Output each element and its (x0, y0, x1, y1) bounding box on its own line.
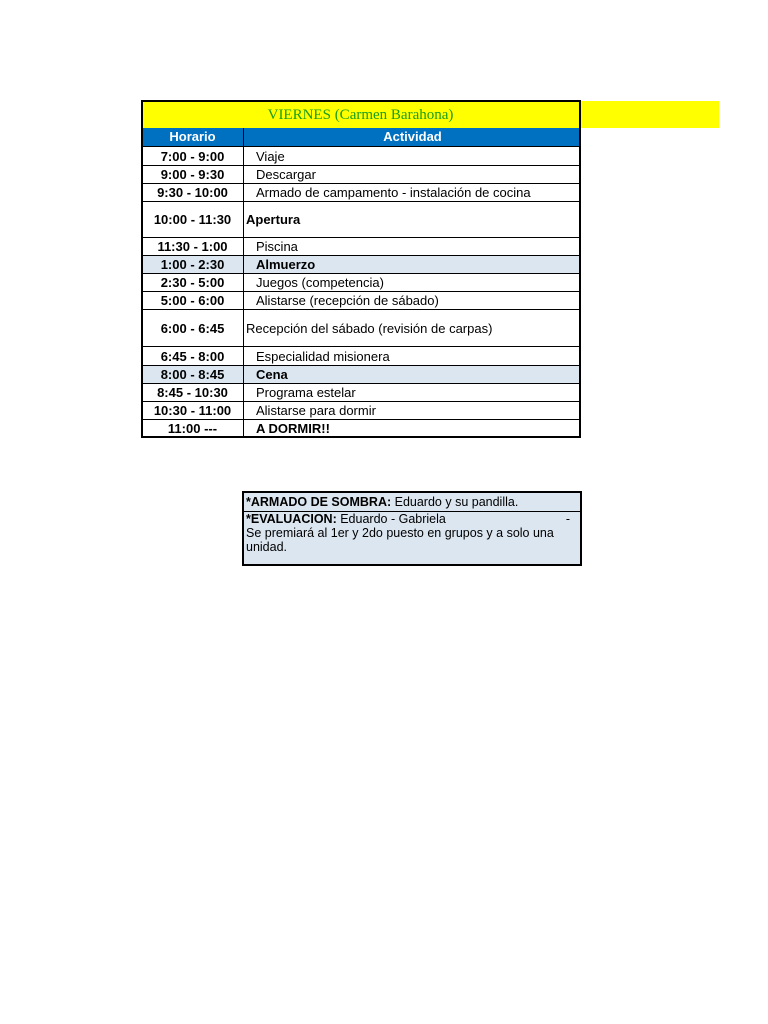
row-time: 5:00 - 6:00 (160, 293, 225, 308)
note-eval-label: *EVALUACION: (246, 512, 337, 526)
row-time: 11:30 - 1:00 (157, 239, 228, 254)
row-activity: Alistarse para dormir (243, 402, 580, 419)
row-activity: Programa estelar (243, 384, 580, 401)
page-title: VIERNES (Carmen Barahona) (267, 107, 454, 123)
row-activity: A DORMIR!! (243, 420, 580, 437)
notes-box (242, 491, 582, 566)
row-time: 1:00 - 2:30 (160, 257, 225, 272)
row-activity: Apertura (243, 202, 580, 237)
header-actividad: Actividad (243, 128, 581, 146)
note-eval-dash: - (565, 512, 570, 526)
row-activity: Armado de campamento - instalación de cocina (243, 184, 580, 201)
row-time: 8:00 - 8:45 (160, 367, 225, 382)
schedule-table-border (141, 100, 581, 438)
row-time: 8:45 - 10:30 (157, 385, 228, 400)
row-time: 10:00 - 11:30 (153, 212, 232, 227)
header-horario: Horario (169, 129, 216, 144)
note-shade-text: Eduardo y su pandilla. (391, 495, 519, 509)
note-eval-text: Eduardo - Gabriela (336, 512, 446, 526)
row-activity: Especialidad misionera (243, 347, 580, 365)
row-time: 9:00 - 9:30 (160, 167, 225, 182)
row-time: 6:00 - 6:45 (160, 320, 225, 336)
row-time: 9:30 - 10:00 (157, 185, 228, 200)
row-activity: Piscina (243, 238, 580, 255)
note-shade (244, 493, 580, 512)
row-activity: Descargar (243, 166, 580, 183)
row-activity: Cena (243, 366, 580, 383)
note-eval-desc: Se premiará al 1er y 2do puesto en grupos y a solo una unidad. (246, 526, 554, 554)
row-activity: Recepción del sábado (revisión de carpas) (243, 310, 580, 346)
row-activity: Viaje (243, 147, 580, 165)
row-activity: Juegos (competencia) (243, 274, 580, 291)
row-time: 2:30 - 5:00 (160, 275, 225, 290)
row-activity: Alistarse (recepción de sábado) (243, 292, 580, 309)
row-time: 11:00 --- (167, 421, 218, 436)
row-time: 6:45 - 8:00 (160, 348, 225, 364)
note-evaluation (244, 512, 580, 554)
row-time: 10:30 - 11:00 (153, 403, 232, 418)
note-shade-label: *ARMADO DE SOMBRA: (246, 495, 392, 509)
row-time: 7:00 - 9:00 (160, 148, 225, 164)
row-activity: Almuerzo (243, 256, 580, 273)
